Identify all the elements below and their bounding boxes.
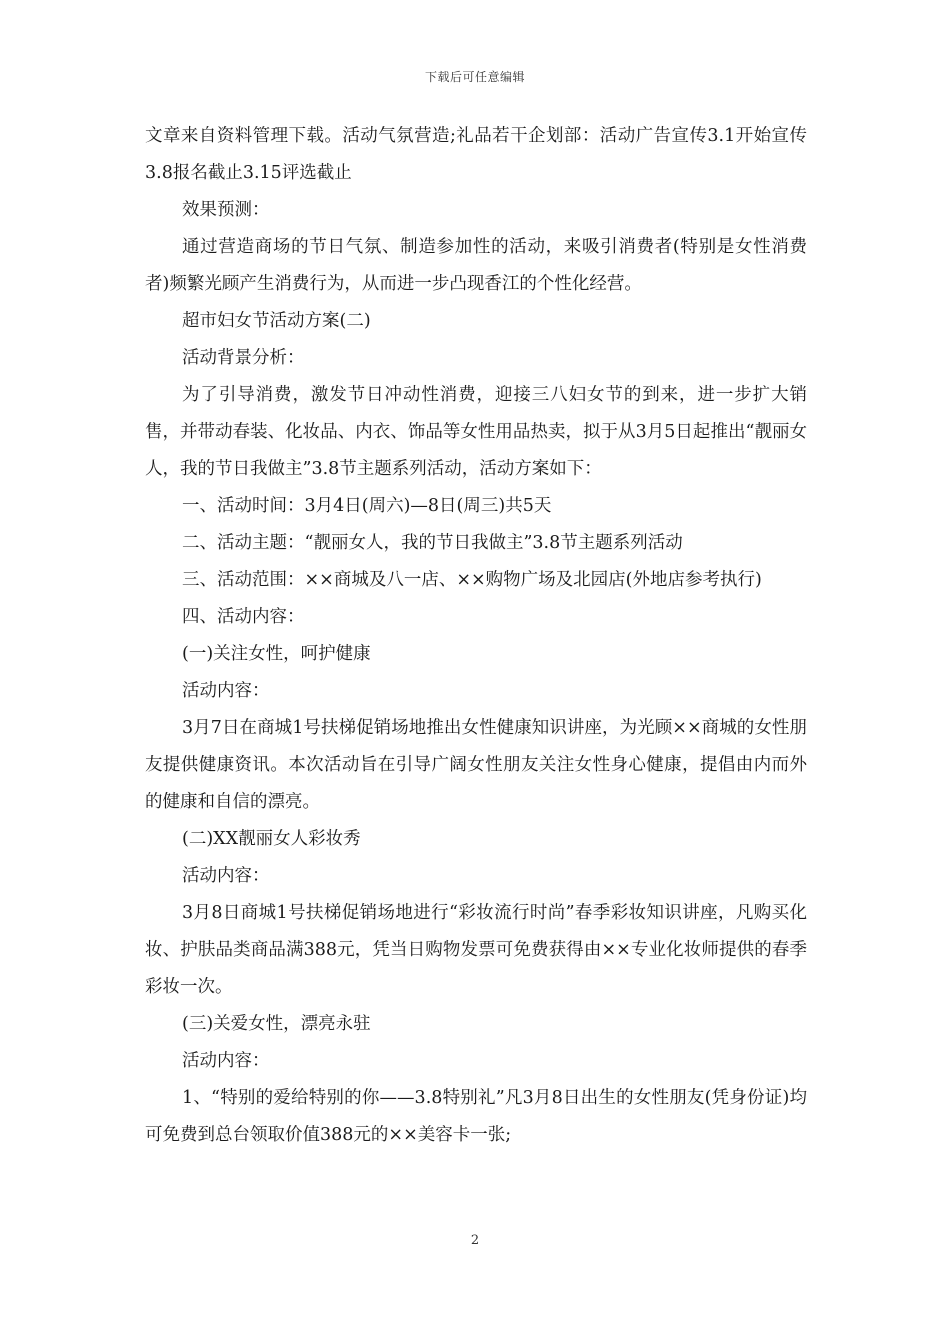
paragraph: 超市妇女节活动方案(二): [182, 311, 371, 331]
paragraph: 3月8日商城1号扶梯促销场地进行“彩妆流行时尚”春季彩妆知识讲座，凡购买化妆、护肤品类商品满388元，凭当日购物发票可免费获得由××专业化妆师提供的春季彩妆一次。: [145, 903, 807, 997]
paragraph: 通过营造商场的节日气氛、制造参加性的活动，来吸引消费者(特别是女性消费者)频繁光顾产生消费行为，从而进一步凸现香江的个性化经营。: [145, 237, 807, 294]
paragraph: 活动内容：: [182, 1051, 270, 1071]
document-body: [145, 118, 807, 1154]
page-number: 2: [470, 1233, 480, 1248]
paragraph: 1、“特别的爱给特别的你——3.8特别礼”凡3月8日出生的女性朋友(凭身份证)均可免费到总台领取价值388元的××美容卡一张;: [145, 1088, 807, 1145]
paragraph: 活动内容：: [182, 866, 270, 886]
paragraph: 二、活动主题：“靓丽女人，我的节日我做主”3.8节主题系列活动: [182, 533, 683, 553]
paragraph: (三)关爱女性，漂亮永驻: [182, 1014, 371, 1034]
paragraph: 活动背景分析：: [182, 348, 305, 368]
page-header: 下载后可任意编辑: [424, 70, 525, 84]
paragraph: 四、活动内容：: [182, 607, 305, 627]
paragraph: (二)XX靓丽女人彩妆秀: [182, 829, 361, 849]
paragraph: 一、活动时间：3月4日(周六)—8日(周三)共5天: [182, 496, 552, 516]
paragraph: 为了引导消费，激发节日冲动性消费，迎接三八妇女节的到来，进一步扩大销售，并带动春装、化妆品、内衣、饰品等女性用品热卖，拟于从3月5日起推出“靓丽女人，我的节日我做主”3.8节主题系列活动，活动方案如下：: [145, 385, 807, 479]
paragraph: 效果预测：: [182, 200, 270, 220]
paragraph: 3月7日在商城1号扶梯促销场地推出女性健康知识讲座，为光顾××商城的女性朋友提供健康资讯。本次活动旨在引导广阔女性朋友关注女性身心健康，提倡由内而外的健康和自信的漂亮。: [145, 718, 807, 812]
paragraph: (一)关注女性，呵护健康: [182, 644, 371, 664]
paragraph: 文章来自资料管理下载。活动气氛营造;礼品若干企划部：活动广告宣传3.1开始宣传3.8报名截止3.15评选截止: [145, 126, 807, 183]
paragraph: 活动内容：: [182, 681, 270, 701]
paragraph: 三、活动范围：××商城及八一店、××购物广场及北园店(外地店参考执行): [182, 570, 762, 590]
